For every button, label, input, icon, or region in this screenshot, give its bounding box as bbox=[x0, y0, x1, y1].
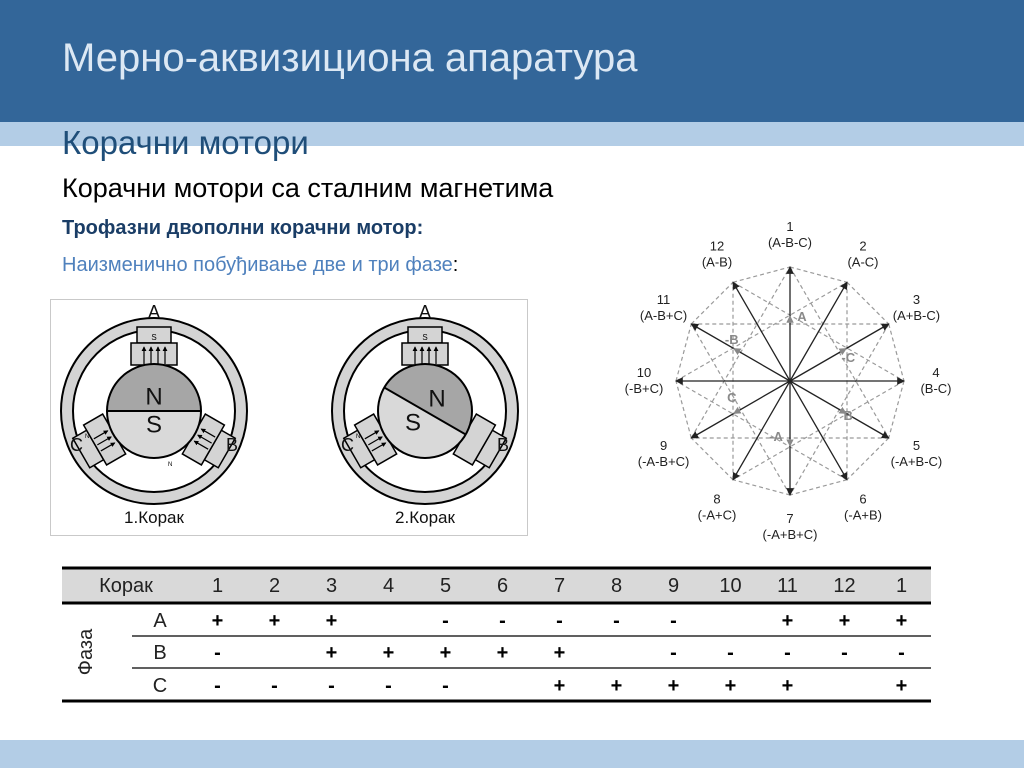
state-combo-3: (A+B-C) bbox=[892, 308, 941, 323]
table-step-header: 12 bbox=[833, 575, 856, 597]
table-phase-label: C bbox=[152, 675, 168, 697]
footer-band bbox=[0, 740, 1024, 768]
table-cell: + bbox=[667, 675, 680, 697]
state-number-11: 11 bbox=[656, 292, 671, 307]
dashed-edge bbox=[790, 480, 847, 495]
state-number-3: 3 bbox=[912, 292, 921, 307]
dashed-edge bbox=[847, 438, 889, 480]
table-step-header: 8 bbox=[610, 575, 623, 597]
section-heading: Корачни мотори са сталним магнетима bbox=[62, 173, 554, 203]
motor-figure bbox=[50, 299, 528, 536]
phase-arrow-4 bbox=[736, 410, 739, 412]
state-number-12: 12 bbox=[709, 238, 725, 254]
table-step-header: 10 bbox=[719, 575, 742, 597]
slide-subtitle: Корачни мотори bbox=[62, 124, 309, 161]
dashed-edge bbox=[790, 267, 847, 282]
phase-label-4: C bbox=[727, 390, 737, 405]
table-cell: + bbox=[553, 675, 566, 697]
table-cell: - bbox=[385, 675, 392, 697]
table-cell: - bbox=[727, 642, 734, 664]
table-cell: - bbox=[613, 610, 620, 632]
table-cell: + bbox=[496, 642, 509, 664]
state-combo-2: (A-C) bbox=[847, 254, 879, 270]
table-cell: - bbox=[328, 675, 335, 697]
table-cell: + bbox=[325, 610, 338, 632]
table-step-header: 6 bbox=[496, 575, 509, 597]
table-cell: + bbox=[781, 675, 794, 697]
dashed-edge bbox=[676, 324, 691, 381]
state-combo-12: (A-B) bbox=[701, 254, 733, 270]
table-step-header: 3 bbox=[325, 575, 338, 597]
state-number-4: 4 bbox=[932, 365, 940, 380]
coil-a-letter: S bbox=[422, 333, 428, 342]
rotor-n-label: N bbox=[428, 385, 446, 413]
step1-label: 1.Корак bbox=[124, 508, 184, 527]
pole-a-label: A bbox=[418, 302, 432, 322]
step2-label: 2.Корак bbox=[395, 508, 455, 527]
description-text: Наизменично побуђивање две и три фазе bbox=[62, 254, 453, 276]
table-cell: + bbox=[382, 642, 395, 664]
description-colon: : bbox=[452, 254, 459, 276]
table-step-header: 1 bbox=[895, 575, 908, 597]
table-step-header: 9 bbox=[667, 575, 680, 597]
description-line bbox=[62, 254, 458, 277]
bold-heading: Трофазни двополни корачни мотор: bbox=[62, 217, 424, 239]
state-combo-5: (-A+B-C) bbox=[890, 454, 943, 469]
table-header-label: Корак bbox=[99, 575, 153, 597]
coil-b-letter: N bbox=[168, 462, 173, 468]
table-cell: - bbox=[784, 642, 791, 664]
state-combo-10: (-B+C) bbox=[624, 381, 664, 396]
table-step-header: 2 bbox=[268, 575, 281, 597]
slide-title: Мерно-аквизициона апаратура bbox=[62, 36, 638, 80]
phase-table bbox=[62, 566, 931, 704]
dashed-edge bbox=[733, 480, 790, 495]
table-cell: - bbox=[670, 642, 677, 664]
dashed-edge bbox=[889, 324, 904, 381]
state-number-1: 1 bbox=[786, 219, 794, 234]
dashed-edge bbox=[676, 381, 691, 438]
state-number-9: 9 bbox=[659, 438, 668, 453]
table-group-label: Фаза bbox=[75, 628, 97, 676]
state-combo-8: (-A+C) bbox=[697, 507, 737, 523]
phase-label-1: -C bbox=[841, 350, 856, 365]
table-cell: - bbox=[898, 642, 905, 664]
table-cell: + bbox=[553, 642, 566, 664]
state-vector-12 bbox=[733, 282, 790, 381]
table-step-header: 5 bbox=[439, 575, 452, 597]
state-combo-4: (B-C) bbox=[920, 381, 952, 396]
state-number-2: 2 bbox=[859, 238, 867, 254]
pole-a-label: A bbox=[147, 302, 161, 322]
pole-a bbox=[402, 302, 448, 365]
dashed-edge bbox=[847, 282, 889, 324]
pole-b-label: B bbox=[497, 435, 510, 455]
table-step-header: 11 bbox=[777, 575, 798, 597]
state-combo-9: (-A-B+C) bbox=[637, 454, 690, 469]
phase-label-3: -A bbox=[769, 429, 783, 444]
table-cell: + bbox=[439, 642, 452, 664]
table-cell: + bbox=[895, 610, 908, 632]
state-vector-5 bbox=[790, 381, 889, 438]
table-cell: + bbox=[325, 642, 338, 664]
table-cell: + bbox=[610, 675, 623, 697]
phase-arrow-5 bbox=[736, 350, 739, 352]
state-vector-3 bbox=[790, 324, 889, 381]
state-number-8: 8 bbox=[713, 491, 721, 507]
state-number-6: 6 bbox=[859, 491, 867, 507]
coil-a-letter: S bbox=[151, 333, 157, 342]
state-combo-7: (-A+B+C) bbox=[762, 527, 818, 542]
table-cell: + bbox=[781, 610, 794, 632]
dashed-edge bbox=[691, 282, 733, 324]
coil-c-letter: N bbox=[356, 434, 361, 440]
pole-c-label: C bbox=[70, 435, 83, 455]
state-combo-1: (A-B-C) bbox=[767, 235, 813, 250]
state-number-10: 10 bbox=[636, 365, 652, 380]
table-phase-label: B bbox=[153, 642, 167, 664]
table-cell: - bbox=[214, 675, 221, 697]
motor-step-1 bbox=[61, 302, 247, 504]
dashed-edge bbox=[691, 438, 733, 480]
table-step-header: 4 bbox=[382, 575, 395, 597]
rotor-s-label: S bbox=[145, 411, 163, 439]
table-cell: + bbox=[268, 610, 281, 632]
table-cell: - bbox=[556, 610, 563, 632]
dashed-edge bbox=[733, 267, 790, 282]
table-cell: - bbox=[442, 675, 449, 697]
table-step-header: 1 bbox=[211, 575, 224, 597]
state-vector-11 bbox=[691, 324, 790, 381]
table-cell: - bbox=[499, 610, 506, 632]
vector-diagram bbox=[610, 208, 970, 560]
rotor-n-label: N bbox=[145, 383, 163, 411]
table-cell: - bbox=[841, 642, 848, 664]
table-cell: - bbox=[271, 675, 278, 697]
phase-label-2: B bbox=[843, 408, 853, 423]
table-cell: - bbox=[442, 610, 449, 632]
state-number-5: 5 bbox=[912, 438, 921, 453]
table-cell: + bbox=[838, 610, 851, 632]
table-cell: + bbox=[211, 610, 224, 632]
dashed-edge bbox=[889, 381, 904, 438]
table-cell: - bbox=[670, 610, 677, 632]
phase-label-5: -B bbox=[724, 332, 739, 347]
state-vector-2 bbox=[790, 282, 847, 381]
state-vector-6 bbox=[790, 381, 847, 480]
motor-step-2 bbox=[332, 302, 518, 504]
table-cell: + bbox=[724, 675, 737, 697]
table-step-header: 7 bbox=[553, 575, 566, 597]
pole-c-label: C bbox=[341, 435, 354, 455]
coil-c-letter: N bbox=[85, 434, 90, 440]
motor-figure-svg bbox=[51, 300, 527, 535]
state-number-7: 7 bbox=[786, 511, 794, 526]
table-body bbox=[153, 610, 908, 697]
rotor-s-label: S bbox=[404, 409, 422, 437]
pole-b-label: B bbox=[226, 435, 239, 455]
table-phase-label: A bbox=[153, 610, 167, 632]
state-vectors bbox=[676, 267, 904, 495]
table-cell: - bbox=[214, 642, 221, 664]
state-combo-6: (-A+B) bbox=[844, 507, 882, 523]
pole-a bbox=[131, 302, 177, 365]
table-cell: + bbox=[895, 675, 908, 697]
state-combo-11: (A-B+C) bbox=[639, 308, 688, 323]
phase-label-0: A bbox=[797, 309, 807, 324]
